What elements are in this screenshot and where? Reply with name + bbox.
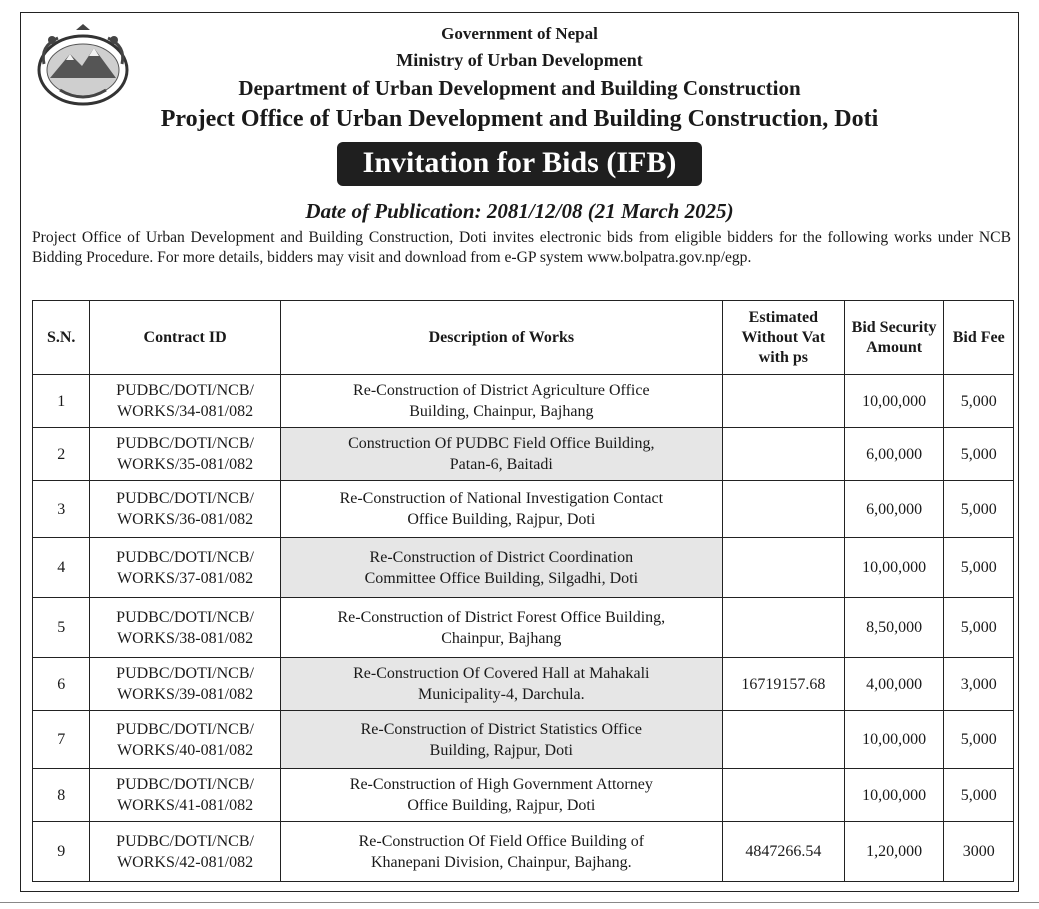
govt-heading: Government of Nepal xyxy=(441,24,598,43)
cell-bid-fee: 5,000 xyxy=(944,428,1014,481)
cell-estimate xyxy=(722,538,844,598)
cell-estimate xyxy=(722,769,844,822)
bids-table xyxy=(32,300,1014,882)
cell-sn: 6 xyxy=(33,658,90,711)
description-line: Re-Construction of National Investigation Contact xyxy=(339,490,664,507)
header-contract-id: Contract ID xyxy=(90,301,280,375)
cell-contract-id xyxy=(90,598,280,658)
cell-estimate xyxy=(722,711,844,769)
cell-description xyxy=(280,769,722,822)
title-banner xyxy=(0,142,1039,186)
page-bottom-rule xyxy=(0,902,1039,903)
cell-description xyxy=(280,822,722,882)
notice-title: Invitation for Bids (IFB) xyxy=(337,142,703,186)
contract-id-line: WORKS/36-081/082 xyxy=(117,511,254,528)
cell-estimate: 4847266.54 xyxy=(722,822,844,882)
description-line: Office Building, Rajpur, Doti xyxy=(407,797,596,814)
cell-description xyxy=(280,481,722,538)
table-row xyxy=(33,711,1014,769)
header-sn: S.N. xyxy=(33,301,90,375)
cell-sn: 8 xyxy=(33,769,90,822)
table-row xyxy=(33,481,1014,538)
cell-bid-security: 10,00,000 xyxy=(844,375,944,428)
cell-bid-fee: 5,000 xyxy=(944,481,1014,538)
description-line: Re-Construction of District Statistics Office xyxy=(360,720,643,738)
cell-contract-id xyxy=(90,538,280,598)
contract-id-line: PUDBC/DOTI/NCB/ xyxy=(116,776,254,793)
cell-bid-fee: 5,000 xyxy=(944,769,1014,822)
description-line: Chainpur, Bajhang xyxy=(441,629,562,647)
contract-id-line: WORKS/40-081/082 xyxy=(117,741,254,759)
cell-bid-fee: 3,000 xyxy=(944,658,1014,711)
cell-bid-fee: 5,000 xyxy=(944,598,1014,658)
header-estimate: Estimated Without Vat with ps xyxy=(722,301,844,375)
cell-contract-id xyxy=(90,375,280,428)
cell-contract-id xyxy=(90,658,280,711)
description-line: Building, Chainpur, Bajhang xyxy=(409,403,594,420)
description-line: Re-Construction of High Government Attorney xyxy=(349,776,653,793)
header-bid-fee: Bid Fee xyxy=(944,301,1014,375)
intro-paragraph: Project Office of Urban Development and Building Construction, Doti invites electronic bids from eligible bidders for the following works under NCB Bidding Procedure. For more details, bidders may visit and download from e-GP system www.bolpatra.gov.np/egp. xyxy=(32,229,1011,266)
cell-bid-security: 10,00,000 xyxy=(844,711,944,769)
contract-id-line: PUDBC/DOTI/NCB/ xyxy=(116,490,254,507)
contract-id-line: WORKS/42-081/082 xyxy=(117,853,254,871)
cell-bid-fee: 5,000 xyxy=(944,538,1014,598)
cell-estimate xyxy=(722,375,844,428)
cell-sn: 2 xyxy=(33,428,90,481)
cell-sn: 1 xyxy=(33,375,90,428)
description-line: Re-Construction of District Forest Office Building, xyxy=(337,608,666,626)
cell-bid-security: 10,00,000 xyxy=(844,769,944,822)
description-line: Re-Construction of District Agriculture Office xyxy=(353,382,650,399)
cell-estimate xyxy=(722,428,844,481)
cell-description xyxy=(280,598,722,658)
contract-id-line: WORKS/38-081/082 xyxy=(117,629,254,647)
cell-description xyxy=(280,658,722,711)
description-line: Building, Rajpur, Doti xyxy=(429,741,573,759)
contract-id-line: PUDBC/DOTI/NCB/ xyxy=(116,548,254,566)
table-row xyxy=(33,769,1014,822)
cell-description xyxy=(280,428,722,481)
table-header-row xyxy=(33,301,1014,375)
cell-description xyxy=(280,711,722,769)
header-bid-security: Bid Security Amount xyxy=(844,301,944,375)
table-row xyxy=(33,658,1014,711)
cell-bid-security: 10,00,000 xyxy=(844,538,944,598)
cell-contract-id xyxy=(90,769,280,822)
cell-estimate: 16719157.68 xyxy=(722,658,844,711)
cell-bid-security: 6,00,000 xyxy=(844,428,944,481)
cell-bid-fee: 3000 xyxy=(944,822,1014,882)
header-description: Description of Works xyxy=(280,301,722,375)
contract-id-line: PUDBC/DOTI/NCB/ xyxy=(116,608,254,626)
description-line: Re-Construction Of Covered Hall at Mahakali xyxy=(353,665,650,682)
cell-contract-id xyxy=(90,428,280,481)
contract-id-line: WORKS/39-081/082 xyxy=(117,686,254,703)
description-line: Office Building, Rajpur, Doti xyxy=(407,511,596,528)
table-row xyxy=(33,822,1014,882)
table-row xyxy=(33,375,1014,428)
contract-id-line: PUDBC/DOTI/NCB/ xyxy=(116,832,254,850)
description-line: Re-Construction of District Coordination xyxy=(369,548,634,566)
description-line: Construction Of PUDBC Field Office Building, xyxy=(348,435,655,452)
cell-description xyxy=(280,375,722,428)
project-office-heading: Project Office of Urban Development and Building Construction, Doti xyxy=(160,106,879,132)
description-line: Re-Construction Of Field Office Building of xyxy=(358,832,645,850)
description-line: Municipality-4, Darchula. xyxy=(418,686,585,703)
contract-id-line: WORKS/35-081/082 xyxy=(117,456,254,473)
cell-sn: 3 xyxy=(33,481,90,538)
cell-sn: 4 xyxy=(33,538,90,598)
contract-id-line: PUDBC/DOTI/NCB/ xyxy=(116,435,254,452)
contract-id-line: PUDBC/DOTI/NCB/ xyxy=(116,720,254,738)
cell-bid-security: 4,00,000 xyxy=(844,658,944,711)
contract-id-line: WORKS/37-081/082 xyxy=(117,569,254,587)
cell-estimate xyxy=(722,598,844,658)
publication-date: Date of Publication: 2081/12/08 (21 March 2025) xyxy=(305,199,734,223)
table-row xyxy=(33,598,1014,658)
cell-sn: 5 xyxy=(33,598,90,658)
description-line: Khanepani Division, Chainpur, Bajhang. xyxy=(370,853,632,871)
description-line: Patan-6, Baitadi xyxy=(449,456,553,473)
contract-id-line: PUDBC/DOTI/NCB/ xyxy=(116,382,254,399)
cell-contract-id xyxy=(90,481,280,538)
ministry-heading: Ministry of Urban Development xyxy=(396,50,643,70)
cell-bid-fee: 5,000 xyxy=(944,711,1014,769)
cell-sn: 7 xyxy=(33,711,90,769)
cell-contract-id xyxy=(90,711,280,769)
cell-estimate xyxy=(722,481,844,538)
description-line: Committee Office Building, Silgadhi, Doti xyxy=(364,569,639,587)
cell-contract-id xyxy=(90,822,280,882)
cell-sn: 9 xyxy=(33,822,90,882)
contract-id-line: WORKS/41-081/082 xyxy=(117,797,254,814)
contract-id-line: PUDBC/DOTI/NCB/ xyxy=(116,665,254,682)
cell-description xyxy=(280,538,722,598)
cell-bid-security: 1,20,000 xyxy=(844,822,944,882)
cell-bid-security: 6,00,000 xyxy=(844,481,944,538)
cell-bid-security: 8,50,000 xyxy=(844,598,944,658)
department-heading: Department of Urban Development and Building Construction xyxy=(238,76,801,100)
cell-bid-fee: 5,000 xyxy=(944,375,1014,428)
table-row xyxy=(33,428,1014,481)
table-row xyxy=(33,538,1014,598)
contract-id-line: WORKS/34-081/082 xyxy=(117,403,254,420)
